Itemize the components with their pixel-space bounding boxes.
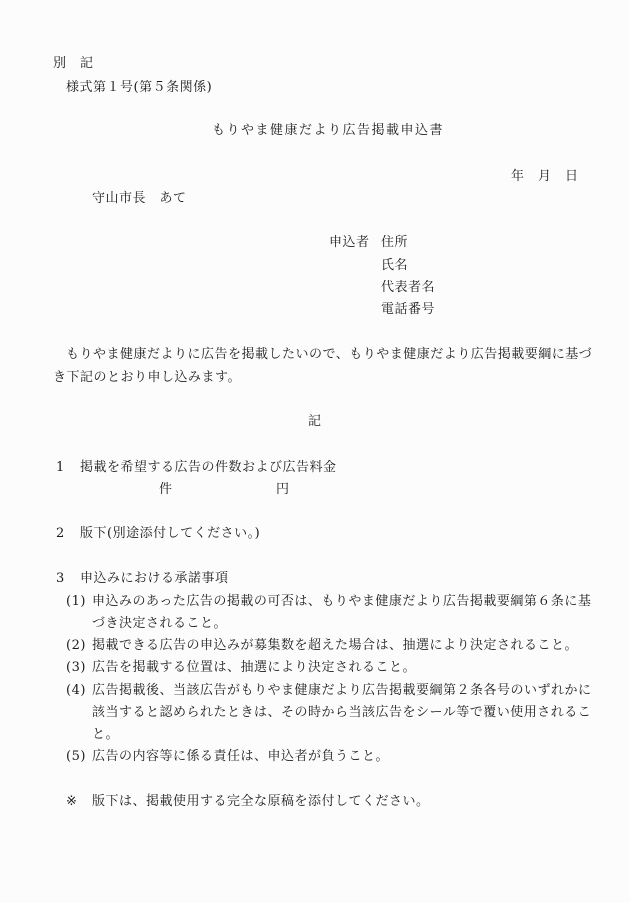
item-marker: (1) xyxy=(66,594,86,609)
item-line: 広告掲載後、当該広告がもりやま健康だより広告掲載要綱第２条各号のいずれかに xyxy=(92,683,592,698)
item-marker: (2) xyxy=(66,638,86,653)
document-title: もりやま健康だより広告掲載申込書 xyxy=(212,123,445,138)
body-line: き下記のとおり申し込みます。 xyxy=(53,370,241,385)
item-line: づき決定されること。 xyxy=(92,616,228,631)
applicant-phone-label: 電話番号 xyxy=(381,302,436,317)
applicant-representative-label: 代表者名 xyxy=(381,280,436,295)
item-line: 掲載できる広告の申込みが募集数を超えた場合は、抽選により決定されること。 xyxy=(92,638,579,653)
annex-label: 別 記 xyxy=(53,56,94,71)
item-line: と。 xyxy=(92,727,120,742)
item-line: 広告の内容等に係る責任は、申込者が負うこと。 xyxy=(92,749,390,764)
item-line: 申込みのあった広告の掲載の可否は、もりやま健康だより広告掲載要綱第６条に基 xyxy=(92,594,592,609)
item-marker: (5) xyxy=(66,749,86,764)
date-day: 日 xyxy=(565,169,579,184)
section-number: 1 xyxy=(56,460,65,475)
date-year: 年 xyxy=(511,169,525,184)
section-title: 掲載を希望する広告の件数および広告料金 xyxy=(80,460,337,475)
note-marker: ※ xyxy=(66,794,78,809)
section-title: 申込みにおける承諾事項 xyxy=(80,571,229,586)
addressee: 守山市長 あて xyxy=(92,191,187,206)
item-marker: (4) xyxy=(66,683,86,698)
date-month: 月 xyxy=(538,169,552,184)
applicant-name-label: 氏名 xyxy=(381,258,409,273)
applicant-label: 申込者 xyxy=(329,235,370,250)
item-line: 広告を掲載する位置は、抽選により決定されること。 xyxy=(92,660,417,675)
form-number: 様式第１号(第５条関係) xyxy=(66,80,213,95)
section-number: 3 xyxy=(56,571,65,586)
fee-unit: 円 xyxy=(276,482,290,497)
ki-heading: 記 xyxy=(308,414,322,429)
applicant-address-label: 住所 xyxy=(381,235,409,250)
item-marker: (3) xyxy=(66,660,86,675)
section-title: 版下(別途添付してください。) xyxy=(80,526,261,541)
section-number: 2 xyxy=(56,526,65,541)
item-line: 該当すると認められたときは、その時から当該広告をシール等で覆い使用されるこ xyxy=(92,705,592,720)
count-unit: 件 xyxy=(159,482,173,497)
body-line: もりやま健康だよりに広告を掲載したいので、もりやま健康だより広告掲載要綱に基づ xyxy=(66,347,593,362)
note-text: 版下は、掲載使用する完全な原稿を添付してください。 xyxy=(92,794,430,809)
